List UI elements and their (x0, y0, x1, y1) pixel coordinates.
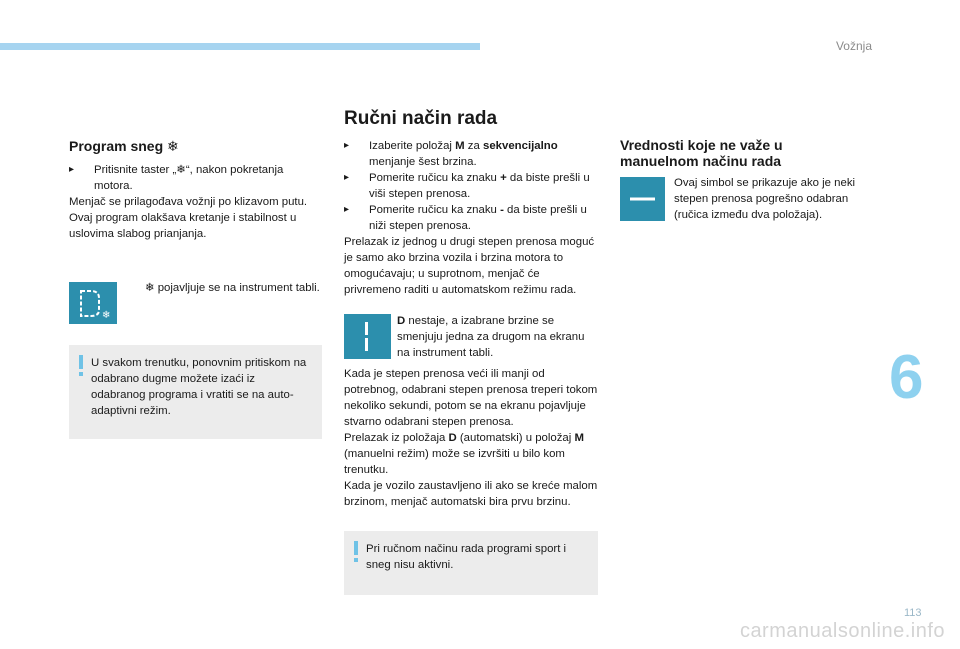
invalid-values-title: Vrednosti koje ne važe u manuelnom načinu rada (620, 137, 783, 169)
snow-program-section (69, 138, 325, 242)
manual-para4: Kada je vozilo zaustavljeno ili ako se kreće malom brzinom, menjač automatski bira prvu brzinu. (344, 480, 598, 508)
snow-icon-caption: ❄ pojavljuje se na instrument tabli. (145, 282, 320, 294)
manual-bullet-2: ▸ Pomerite ručicu ka znaku + da biste prešli u viši stepen prenosa. (344, 172, 590, 200)
bullet-marker-icon: ▸ (344, 140, 350, 151)
info-icon (79, 355, 83, 369)
snow-program-title: Program sneg ❄ (69, 138, 179, 154)
manual-para3: Prelazak iz položaja D (automatski) u položaj M (manuelni režim) može se izvršiti u bilo kom trenutku. (344, 432, 584, 476)
bullet-marker-icon: ▸ (344, 172, 350, 183)
snow-program-para1: Menjač se prilagođava vožnji po klizavom putu. (69, 196, 308, 208)
invalid-gear-icon (620, 177, 665, 221)
svg-text:❄: ❄ (102, 310, 111, 321)
invalid-values-section (620, 137, 850, 169)
manual-mode-body (344, 366, 598, 510)
page-number: 113 (904, 607, 922, 619)
bullet-marker-icon: ▸ (344, 204, 350, 215)
manual-bullet-1: ▸ Izaberite položaj M za sekvencijalno menjanje šest brzina. (344, 140, 558, 168)
snow-program-note: U svakom trenutku, ponovnim pritiskom na odabrano dugme možete izaći iz odabranog programa i vratiti se na auto-adaptivni režim. (69, 345, 322, 439)
info-icon (354, 541, 358, 555)
snow-program-para2: Ovaj program olakšava kretanje i stabilnost u uslovima slabog prianjanja. (69, 212, 297, 240)
manual-para2: Kada je stepen prenosa veći ili manji od potrebnog, odabrani stepen prenosa treperi tokom nekoliko sekundi, potom se na ekranu pojavljuje stvarno odabrani stepen prenosa. (344, 368, 598, 428)
bullet-marker-icon: ▸ (69, 164, 75, 175)
gear-display-icon (344, 314, 391, 359)
manual-mode-section (344, 108, 598, 298)
manual-para1: Prelazak iz jednog u drugi stepen prenosa moguć je samo ako brzina vozila i brzina motora to omogućavaju; u suprotnom, menjač će privremeno raditi u automatskom režimu rada. (344, 236, 595, 296)
header-accent-bar (0, 43, 480, 50)
watermark: carmanualsonline.info (739, 620, 945, 642)
invalid-icon-caption: Ovaj simbol se prikazuje ako je neki stepen prenosa pogrešno odabran (ručica između dva položaja). (674, 177, 856, 221)
manual-mode-title: Ručni način rada (344, 108, 498, 129)
chapter-title: Vožnja (835, 39, 872, 53)
manual-bullet-3: ▸ Pomerite ručicu ka znaku - da biste prešli u niži stepen prenosa. (344, 204, 587, 232)
gear-icon-caption: D nestaje, a izabrane brzine se smenjuju jedna za drugom na ekranu na instrument tabli. (397, 315, 585, 359)
snow-display-icon (69, 282, 117, 324)
chapter-number: 6 (889, 343, 924, 412)
snow-program-bullet: ▸ Pritisnite taster „❄“, nakon pokretanja motora. (69, 164, 284, 192)
manual-mode-note: Pri ručnom načinu rada programi sport i sneg nisu aktivni. (344, 531, 598, 595)
